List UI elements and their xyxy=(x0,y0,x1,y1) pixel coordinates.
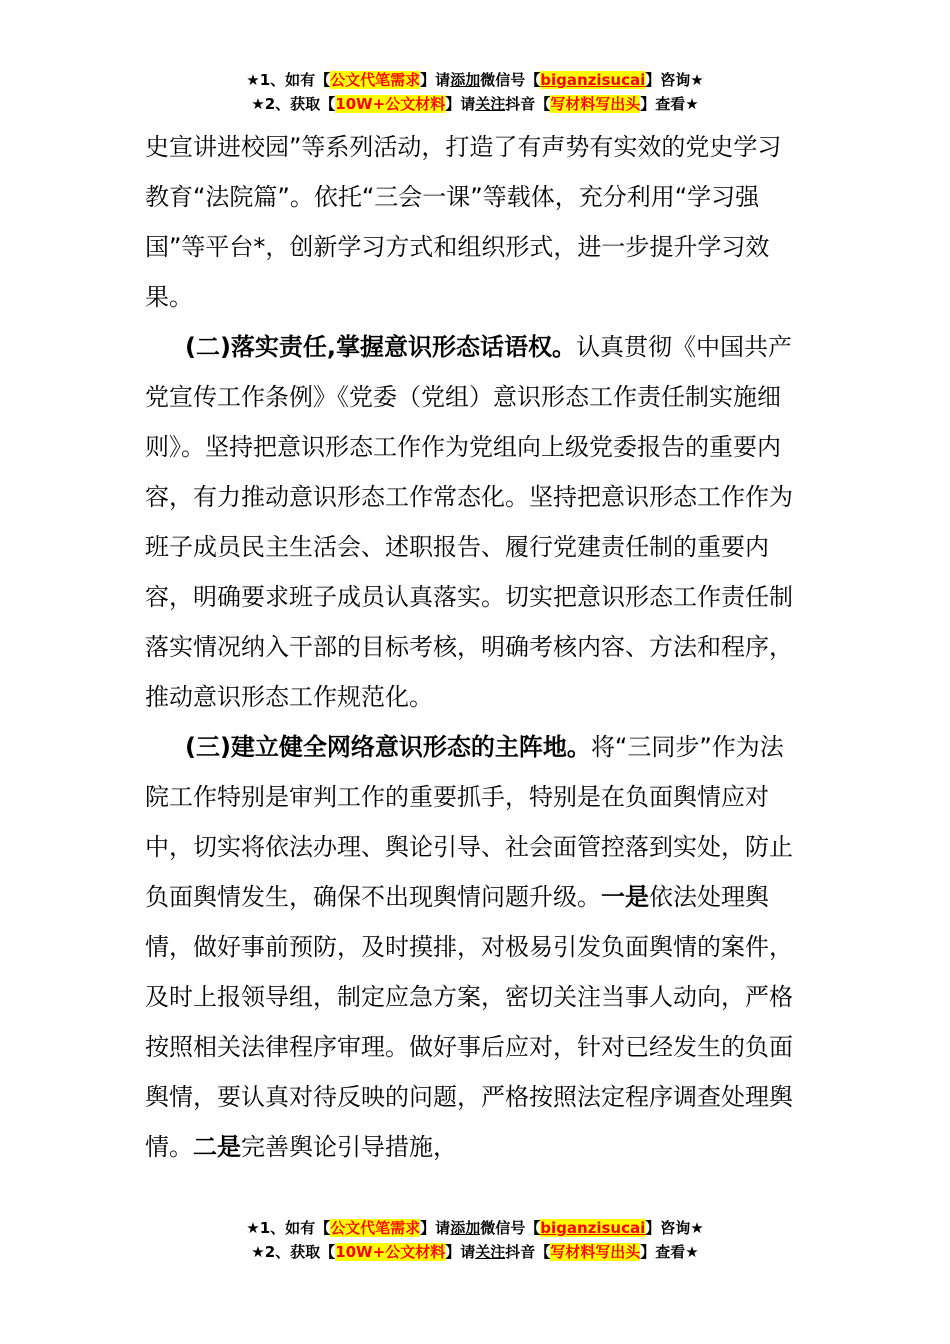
header-wechat-id[interactable]: biganzisucai xyxy=(540,71,646,89)
section-3-point-1: 一是 xyxy=(601,883,649,911)
footer-douyin-account: 写材料写出头 xyxy=(550,1243,641,1261)
header-line-2-text: 】请 xyxy=(445,95,476,113)
footer-line-2-text-2: 抖音【 xyxy=(505,1243,551,1261)
footer-highlight-materials: 10W+公文材料 xyxy=(335,1243,446,1261)
footer-line-2-text: 】请 xyxy=(445,1243,476,1261)
header-douyin-account: 写材料写出头 xyxy=(550,95,641,113)
header-line-1-prefix: ★1、如有【 xyxy=(246,71,331,89)
header-line-1-text-2: 微信号【 xyxy=(480,71,541,89)
footer-line-1-prefix: ★1、如有【 xyxy=(246,1219,331,1237)
paragraph-1: 史宣讲进校园”等系列活动，打造了有声势有实效的党史学习教育“法院篇”。依托“三会一课”等载体，充分利用“学习强国”等平台*，创新学习方式和组织形式，进一步提升学习效果。 xyxy=(145,133,782,311)
header-line-1 xyxy=(0,68,950,92)
footer-line-2 xyxy=(0,1240,950,1264)
header-line-2-prefix: ★2、获取【 xyxy=(251,95,336,113)
footer-line-1-suffix: 】咨询★ xyxy=(645,1219,704,1237)
footer-line-2-prefix: ★2、获取【 xyxy=(251,1243,336,1261)
header-highlight-materials: 10W+公文材料 xyxy=(335,95,446,113)
section-3-heading: (三)建立健全网络意识形态的主阵地。 xyxy=(185,733,591,761)
section-3-text-3: 完善舆论引导措施， xyxy=(241,1133,457,1161)
footer-line-2-suffix: 】查看★ xyxy=(640,1243,699,1261)
paragraph-3 xyxy=(145,722,805,1172)
footer-highlight-service: 公文代笔需求 xyxy=(330,1219,421,1237)
header-underline-follow: 关注 xyxy=(475,95,506,113)
paragraph-2 xyxy=(145,322,805,722)
header-line-2-text-2: 抖音【 xyxy=(505,95,551,113)
footer-underline-add: 添加 xyxy=(450,1219,481,1237)
section-2-heading: (二)落实责任,掌握意识形态话语权。 xyxy=(185,333,577,361)
section-3-text-1: 将“三同步”作为法院工作特别是审判工作的重要抓手，特别是在负面舆情应对中，切实将依法办理、舆论引导、社会面管控落到实处，防止负面舆情发生，确保不出现舆情问题升级。 xyxy=(145,733,793,911)
footer-wechat-id[interactable]: biganzisucai xyxy=(540,1219,646,1237)
header-line-2 xyxy=(0,92,950,116)
footer-banner xyxy=(0,1216,950,1264)
footer-line-1 xyxy=(0,1216,950,1240)
section-3-text-2: 依法处理舆情，做好事前预防，及时摸排，对极易引发负面舆情的案件，及时上报领导组，制定应急方案，密切关注当事人动向，严格按照相关法律程序审理。做好事后应对，针对已经发生的负面舆情，要认真对待反映的问题，严格按照法定程序调查处理舆情。 xyxy=(145,883,793,1161)
footer-line-1-text-2: 微信号【 xyxy=(480,1219,541,1237)
header-banner xyxy=(0,68,950,116)
header-line-1-text: 】请 xyxy=(420,71,451,89)
header-underline-add: 添加 xyxy=(450,71,481,89)
section-3-point-2: 二是 xyxy=(193,1133,241,1161)
footer-line-1-text: 】请 xyxy=(420,1219,451,1237)
header-highlight-service: 公文代笔需求 xyxy=(330,71,421,89)
document-body xyxy=(145,122,805,1172)
header-line-1-suffix: 】咨询★ xyxy=(645,71,704,89)
section-2-text: 认真贯彻《中国共产党宣传工作条例》《党委（党组）意识形态工作责任制实施细则》。坚持把意识形态工作作为党组向上级党委报告的重要内容，有力推动意识形态工作常态化。坚持把意识形态工作作为班子成员民主生活会、述职报告、履行党建责任制的重要内容，明确要求班子成员认真落实。切实把意识形态工作责任制落实情况纳入干部的目标考核，明确考核内容、方法和程序，推动意识形态工作规范化。 xyxy=(145,333,793,711)
header-line-2-suffix: 】查看★ xyxy=(640,95,699,113)
footer-underline-follow: 关注 xyxy=(475,1243,506,1261)
